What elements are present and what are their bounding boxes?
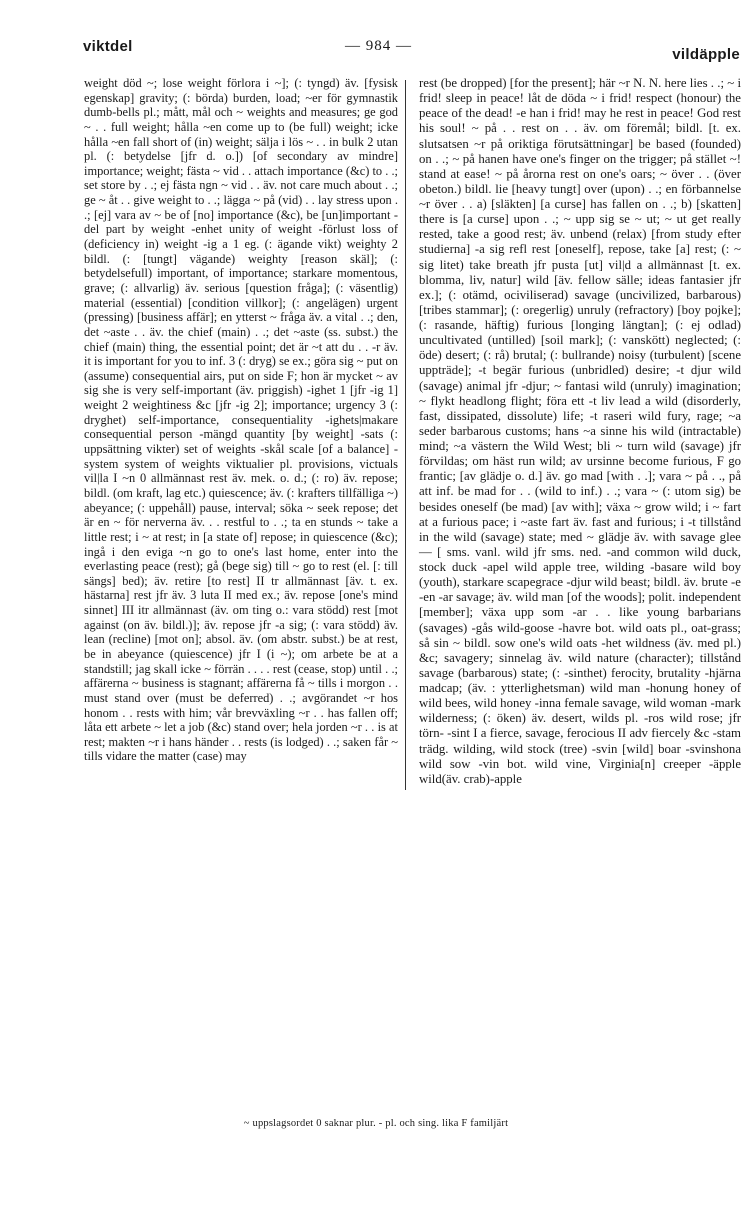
header-left-guideword: viktdel — [83, 38, 133, 55]
left-column — [84, 76, 398, 764]
right-column-text: rest (be dropped) [for the present]; här ~r N. N. here lies . .; ~ i frid! sleep in peace! låt de döda ~ i frid! respect (honour) the peace of the dead! -e han i frid! may he rest in peace! God rest his soul! ~ på . . rest on . . äv. om föremål; bildl. [t. ex. slutsatsen ~r på oriktiga förutsättningar] be based (founded) on . .; ~ på hanen have one's finger on the trigger; på stället ~! stand at ease! ~ på årorna rest on one's oars; ~ över . . (över obeton.) bildl. lie [heavy tungt] over (upon) . .; en förbannelse ~r över . . a) [släkten] [a curse] has fallen on . .; b) [skatten] there is [a curse] upon . .; ~ upp sig se ~ ut; ~ ut get really rested, take a good rest; äv. unbend (relax) [from study efter studierna] -a sig refl rest [oneself], repose, take [a] rest; (: ~ sig litet) take breath jfr pusta [ut] vil|d a allmännast [t. ex. blomma, liv, natur] wild [äv. fellow sälle; ideas fantasier jfr ex.]; (: otämd, ociviliserad) savage (uncivilized, barbarous) [tribes stammar]; (: oregerlig) unruly (refractory) [boy pojke]; (: rasande, häftig) furious [longing längtan]; (: ej odlad) uncultivated (untilled) [soil mark]; (: vanskött) neglected; (: öde) desert; (: rå) brutal; (: bullrande) noisy (turbulent) [scene uppträde]; -t begär furious (unbridled) desire; -t djur wild (savage) animal jfr -djur; ~ fantasi wild (unruly) imagination; ~ flykt headlong flight; föra ett -t liv lead a wild (disorderly, fast, dissipated, dissolute) life; -t raseri wild fury, rage; ~a seder barbarous customs; hans ~a sinne his wild (intractable) mind; ~a västern the Wild West; bli ~ turn wild (savage) jfr förvildas; om häst run wild; av ursinne become furious, F go frantic; [av glädje o. d.] äv. go mad [with . .]; vara ~ på . ., på att inf. be mad for . . (wild to inf.) . .; vara ~ (: utom sig) be besides oneself (be mad) [av with]; växa ~ grow wild; i ~ fart at a furious pace; i ~aste fart äv. fast and furious; i -t tillstånd in the wild (savage) state; med ~ glädje äv. with savage glee — [ sms. vanl. wild jfr sms. ned. -and common wild duck, stock duck -apel wild apple tree, wilding -basare wild boy (youth), starkare scapegrace -djur wild beast; bildl. äv. brute -e -en -ar savage; äv. wild man [of the woods]; polit. independent [member]; växa upp som -ar . . like young barbarians (savages) -gås wild-goose -havre bot. wild oats pl., oat-grass; så sin ~ bildl. sow one's wild oats -het wildness (äv. med pl.) &c; savagery; sinnelag äv. wild nature (character); tillstånd savage (barbarous) state; (: -sinthet) ferocity, brutality -hjärna madcap; (äv. : ytterlighetsman) wild man -honung honey of wild bees, wild honey -inna female savage, wild woman -mark wilderness; (: öken) äv. desert, wilds pl. -ros wild rose; jfr törn- -sint I a fierce, savage, ferocious II adv fiercely &c -stam trädg. wilding, wild stock (tree) -svin [wild] boar -svinshona wild sow -vin bot. wild vine, Virginia[n] creeper -äpple wild(äv. crab)-apple — [419, 76, 741, 786]
left-column-text: weight död ~; lose weight förlora i ~]; (: tyngd) äv. [fysisk egenskap] gravity; (: börda) burden, load; ~er för gymnastik dumb-bells pl.; mått, mål och ~ weights and measures; ge god ~ . . full weight; hålla ~en come up to (be full) weight; icke hålla ~en fall short of (in) weight; sälja i lös ~ . . in bulk 2 utan pl. (: betydelse [jfr d. o.]) [of secondary av mindre] importance; weight; fästa ~ vid . . attach importance (&c) to . .; set store by . .; ej fästa ngn ~ vid . . äv. not care much about . .; ge ~ åt . . give weight to . .; lägga ~ på (vid) . . lay stress upon . .; [ej] vara av ~ be of [no] importance (&c), be [un]important -del part by weight -enhet unity of weight -förlust loss of (deficiency in) weight -ig a 1 eg. (: ägande vikt) weighty 2 bildl. (: [tungt] vägande) weighty [reason skäl]; (: betydelsefull) important, of importance; starkare momentous, grave; (: allvarlig) äv. serious [question fråga]; (: väsentlig) material (essential) [condition villkor]; (: angelägen) urgent (pressing) [business affär]; en ytterst ~ fråga äv. a vital . .; den, det ~aste . . äv. the chief (main) . .; det ~aste (ss. subst.) the chief (main) thing, the essential point; det är ~t att du . . -r äv. it is important for you to inf. 3 (: dryg) se ex.; göra sig ~ put on (assume) consequential airs, put on side F; hon är mycket ~ av sig she is very self-important (äv. priggish) -ighet 1 [jfr -ig 1] weight 2 weightiness &c [jfr -ig 2]; importance; urgency 3 (: dryghet) self-importance, consequentiality -ighets|makare consequential person -mängd quantity [by weight] -sats (: uppsättning vikter) set of weights -skål scale [of a balance] -system system of weights viktualier pl. provisions, victuals vil|la I ~n 0 allmännast rest äv. mek. o. d.; (: ro) äv. repose; bildl. (om kraft, lag etc.) quiescence; äv. (: krafters tillfälliga ~) abeyance; (: uppehåll) pause, interval; söka ~ seek repose; det är en ~ för nerverna äv. . . restful to . .; ta en stunds ~ take a little rest; i ~ at rest; in [a state of] repose; in quiescence (&c); ingå i den eviga ~n go to one's last home, enter into the everlasting peace (rest); gå (bege sig) till ~ go to rest (el. [: till sängs] bed); äv. retire [to rest] II tr allmännast [äv. t. ex. hästarna] rest jfr äv. 3 luta II med ex.; äv. repose [one's mind sinnet] III itr allmännast (äv. om ting o.: vara stödd) rest [mot against (on äv. bildl.)]; äv. repose jfr -a sig; (: vara stödd) äv. lean (recline) [mot on]; absol. äv. (om abstr. subst.) be at rest, be in abeyance (quiescence) jfr I (i ~); om arbete be at a standstill; jag skall icke ~ förrän . . . . rest (cease, stop) until . .; affärerna ~ business is stagnant; affärerna få ~ tills i morgon . . must stand over (must be deferred) . .; avgörandet ~r hos honom . . rests with him; vår brevväxling ~r . . has fallen off; låta ett arbete ~ let a job (&c) stand over; hela jorden ~r . . is at rest; makten ~r i hans händer . . rests (is lodged) . .; saken får ~ tills vidare the matter (case) may — [84, 76, 398, 764]
right-column — [419, 76, 741, 787]
header-right-guideword: vildäpple — [672, 46, 740, 63]
footer-legend: ~ uppslagsordet 0 saknar plur. - pl. och sing. lika F familjärt — [243, 1118, 509, 1129]
column-divider — [405, 80, 406, 790]
page-number: — 984 — — [345, 38, 412, 54]
